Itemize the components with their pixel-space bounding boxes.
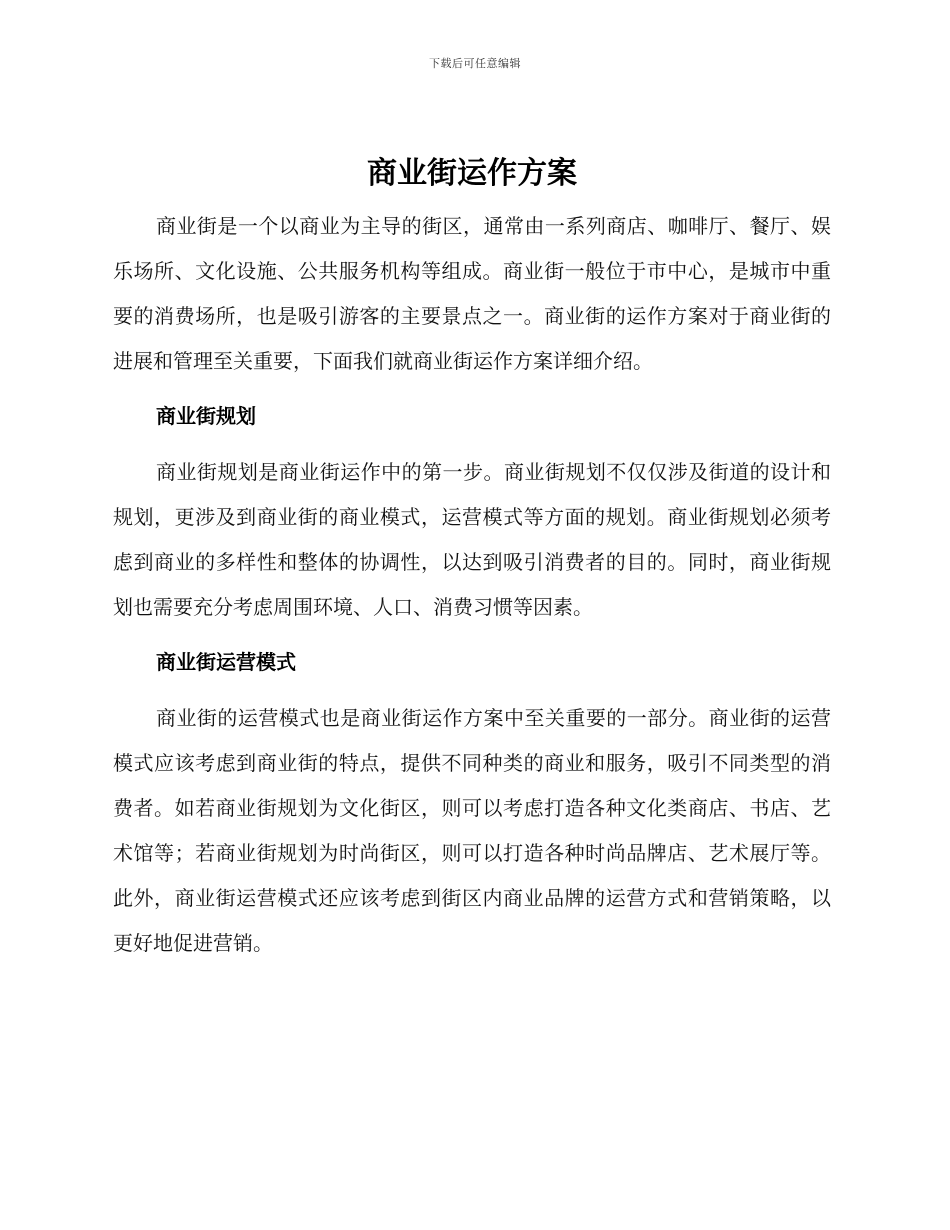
section-body-operation: 商业街的运营模式也是商业街运作方案中至关重要的一部分。商业街的运营模式应该考虑到商业街的特点，提供不同种类的商业和服务，吸引不同类型的消费者。如若商业街规划为文化街区，则可以考虑打造各种文化类商店、书店、艺术馆等；若商业街规划为时尚街区，则可以打造各种时尚品牌店、艺术展厅等。此外，商业街运营模式还应该考虑到街区内商业品牌的运营方式和营销策略，以更好地促进营销。 xyxy=(113,706,831,955)
section-body-planning: 商业街规划是商业街运作中的第一步。商业街规划不仅仅涉及街道的设计和规划，更涉及到商业街的商业模式，运营模式等方面的规划。商业街规划必须考虑到商业的多样性和整体的协调性，以达到吸引消费者的目的。同时，商业街规划也需要充分考虑周围环境、人口、消费习惯等因素。 xyxy=(113,460,831,619)
intro-paragraph: 商业街是一个以商业为主导的街区，通常由一系列商店、咖啡厅、餐厅、娱乐场所、文化设施、公共服务机构等组成。商业街一般位于市中心，是城市中重要的消费场所，也是吸引游客的主要景点之一。商业街的运作方案对于商业街的进展和管理至关重要，下面我们就商业街运作方案详细介绍。 xyxy=(113,214,831,373)
section-heading-operation: 商业街运营模式 xyxy=(156,650,296,674)
document-content xyxy=(113,150,831,966)
section-heading-planning: 商业街规划 xyxy=(156,404,256,428)
header-note: 下载后可任意编辑 xyxy=(429,57,521,70)
document-title: 商业街运作方案 xyxy=(367,156,577,191)
